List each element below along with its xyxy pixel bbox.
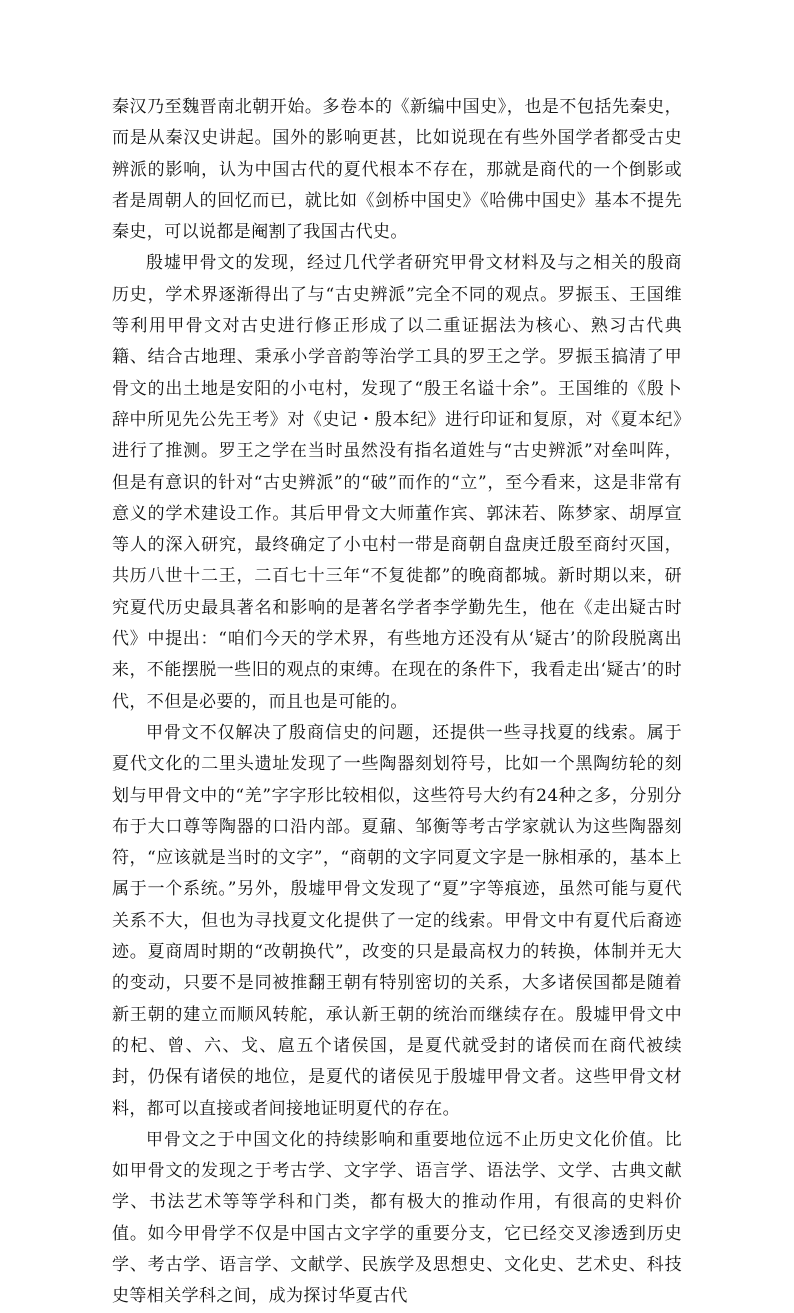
- paragraph-cultural-influence: 甲骨文之于中国文化的持续影响和重要地位远不止历史文化价值。比如甲骨文的发现之于考古学、文字学、语言学、语法学、文学、古典文献学、书法艺术等等学科和门类，都有极大的推动作用，有很高的史料价值。如今甲骨学不仅是中国古文字学的重要分支，它已经交叉渗透到历史学、考古学、语言学、文献学、民族学及思想史、文化史、艺术史、科技史等相关学科之间，成为探讨华夏古代: [112, 1129, 682, 1307]
- paragraph-continuation: 秦汉乃至魏晋南北朝开始。多卷本的《新编中国史》，也是不包括先秦史，而是从秦汉史讲起。国外的影响更甚，比如说现在有些外国学者都受古史辨派的影响，认为中国古代的夏代根本不存在，那就是商代的一个倒影或者是周朝人的回忆而已，就比如《剑桥中国史》《哈佛中国史》基本不提先秦史，可以说都是阉割了我国古代史。: [112, 97, 682, 243]
- document-page: [112, 92, 682, 1313]
- paragraph-yinxu-oracle-bones: 殷墟甲骨文的发现，经过几代学者研究甲骨文材料及与之相关的殷商历史，学术界逐渐得出了与“古史辨派”完全不同的观点。罗振玉、王国维等利用甲骨文对古史进行修正形成了以二重证据法为核心、熟习古代典籍、结合古地理、秉承小学音韵等治学工具的罗王之学。罗振玉搞清了甲骨文的出土地是安阳的小屯村，发现了“殷王名谥十余”。王国维的《殷卜辞中所见先公先王考》对《史记・殷本纪》进行印证和复原，对《夏本纪》进行了推测。罗王之学在当时虽然没有指名道姓与“古史辨派”对垒叫阵，但是有意识的针对“古史辨派”的“破”而作的“立”，至今看来，这是非常有意义的学术建设工作。其后甲骨文大师董作宾、郭沫若、陈梦家、胡厚宣等人的深入研究，最终确定了小屯村一带是商朝自盘庚迁殷至商纣灭国，共历八世十二王，二百七十三年“不复徙都”的晚商都城。新时期以来，研究夏代历史最具著名和影响的是著名学者李学勤先生，他在《走出疑古时代》中提出：“咱们今天的学术界，有些地方还没有从‘疑古’的阶段脱离出来，不能摆脱一些旧的观点的束缚。在现在的条件下，我看走出‘疑古’的时代，不但是必要的，而且也是可能的。: [112, 253, 682, 712]
- paragraph-xia-clues: 甲骨文不仅解决了殷商信史的问题，还提供一些寻找夏的线索。属于夏代文化的二里头遗址发现了一些陶器刻划符号，比如一个黑陶纺轮的刻划与甲骨文中的“羌”字字形比较相似，这些符号大约有24种之多，分别分布于大口尊等陶器的口沿内部。夏鼐、邹衡等考古学家就认为这些陶器刻符，“应该就是当时的文字”，“商朝的文字同夏文字是一脉相承的，基本上属于一个系统。”另外，殷墟甲骨文发现了“夏”字等痕迹，虽然可能与夏代关系不大，但也为寻找夏文化提供了一定的线索。甲骨文中有夏代后裔迹迹。夏商周时期的“改朝换代”，改变的只是最高权力的转换，体制并无大的变动，只要不是同被推翻王朝有特别密切的关系，大多诸侯国都是随着新王朝的建立而顺风转舵，承认新王朝的统治而继续存在。殷墟甲骨文中的杞、曾、六、戈、扈五个诸侯国，是夏代就受封的诸侯而在商代被续封，仍保有诸侯的地位，是夏代的诸侯见于殷墟甲骨文者。这些甲骨文材料，都可以直接或者间接地证明夏代的存在。: [112, 722, 682, 1119]
